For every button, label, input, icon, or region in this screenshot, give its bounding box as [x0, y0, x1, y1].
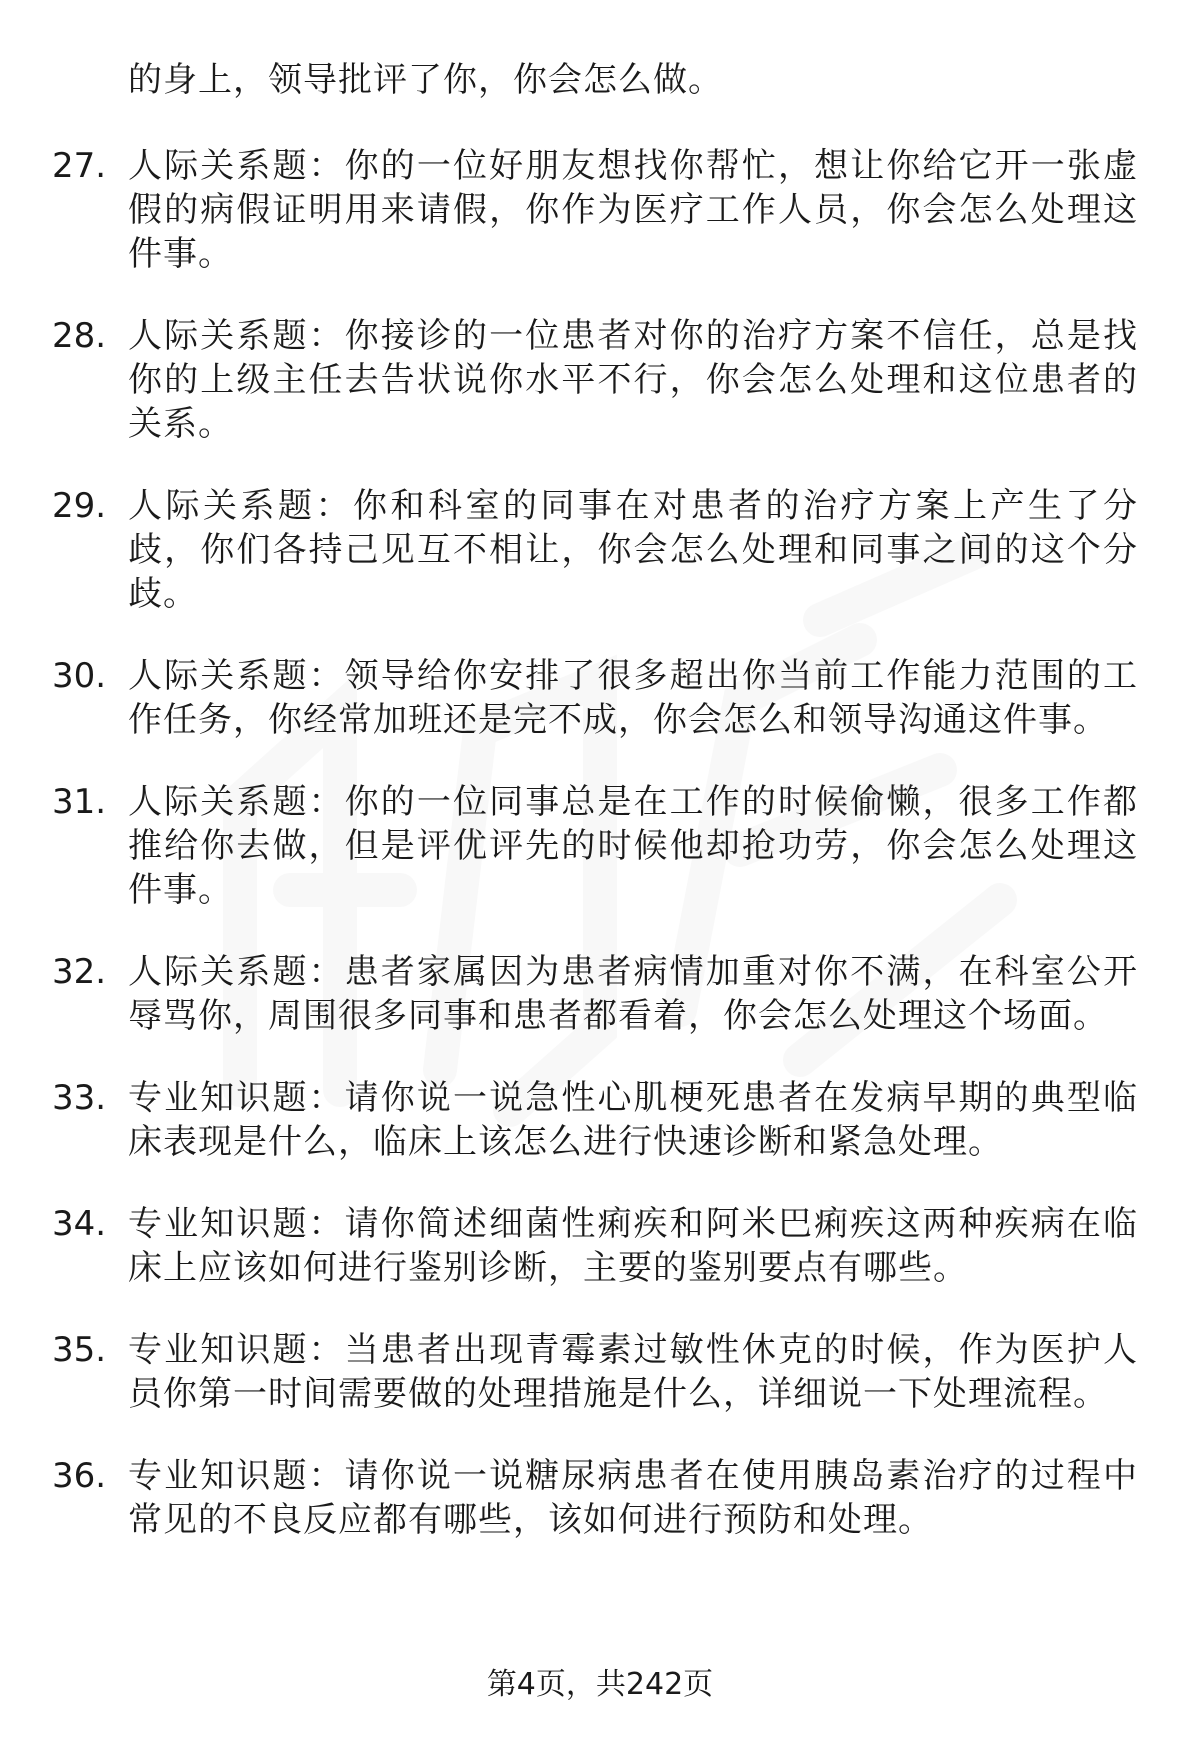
question-text: 专业知识题：请你说一说急性心肌梗死患者在发病早期的典型临床表现是什么，临床上该怎么进行快速诊断和紧急处理。: [128, 1078, 1138, 1162]
question-number: 33.: [52, 1078, 107, 1118]
question-item: [0, 780, 1200, 912]
question-text: 专业知识题：请你简述细菌性痢疾和阿米巴痢疾这两种疾病在临床上应该如何进行鉴别诊断，主要的鉴别要点有哪些。: [128, 1204, 1138, 1288]
question-number: 27.: [52, 146, 107, 186]
question-item: [0, 1076, 1200, 1164]
question-item: [0, 314, 1200, 446]
question-text: 人际关系题：患者家属因为患者病情加重对你不满，在科室公开辱骂你，周围很多同事和患者都看着，你会怎么处理这个场面。: [128, 952, 1138, 1036]
question-number: 29.: [52, 486, 107, 526]
question-text: 人际关系题：你接诊的一位患者对你的治疗方案不信任，总是找你的上级主任去告状说你水平不行，你会怎么处理和这位患者的关系。: [128, 316, 1138, 444]
question-text: 人际关系题：你和科室的同事在对患者的治疗方案上产生了分歧，你们各持己见互不相让，你会怎么处理和同事之间的这个分歧。: [128, 486, 1138, 614]
page-footer: 第4页，共242页: [486, 1667, 714, 1702]
continuation-text: 的身上，领导批评了你，你会怎么做。: [128, 60, 723, 100]
question-number: 30.: [52, 656, 107, 696]
question-item: [0, 484, 1200, 616]
question-item: [0, 144, 1200, 276]
question-item: [0, 1454, 1200, 1542]
question-text: 专业知识题：请你说一说糖尿病患者在使用胰岛素治疗的过程中常见的不良反应都有哪些，该如何进行预防和处理。: [128, 1456, 1138, 1540]
question-number: 32.: [52, 952, 107, 992]
question-number: 28.: [52, 316, 107, 356]
question-text: 人际关系题：领导给你安排了很多超出你当前工作能力范围的工作任务，你经常加班还是完不成，你会怎么和领导沟通这件事。: [128, 656, 1138, 740]
question-number: 31.: [52, 782, 107, 822]
question-number: 35.: [52, 1330, 107, 1370]
question-list: [0, 144, 1200, 1580]
question-text: 专业知识题：当患者出现青霉素过敏性休克的时候，作为医护人员你第一时间需要做的处理措施是什么，详细说一下处理流程。: [128, 1330, 1138, 1414]
question-item: [0, 1328, 1200, 1416]
question-number: 34.: [52, 1204, 107, 1244]
question-item: [0, 1202, 1200, 1290]
question-item: [0, 950, 1200, 1038]
question-item: [0, 654, 1200, 742]
question-text: 人际关系题：你的一位好朋友想找你帮忙，想让你给它开一张虚假的病假证明用来请假，你作为医疗工作人员，你会怎么处理这件事。: [128, 146, 1138, 274]
question-number: 36.: [52, 1456, 107, 1496]
question-text: 人际关系题：你的一位同事总是在工作的时候偷懒，很多工作都推给你去做，但是评优评先的时候他却抢功劳，你会怎么处理这件事。: [128, 782, 1138, 910]
